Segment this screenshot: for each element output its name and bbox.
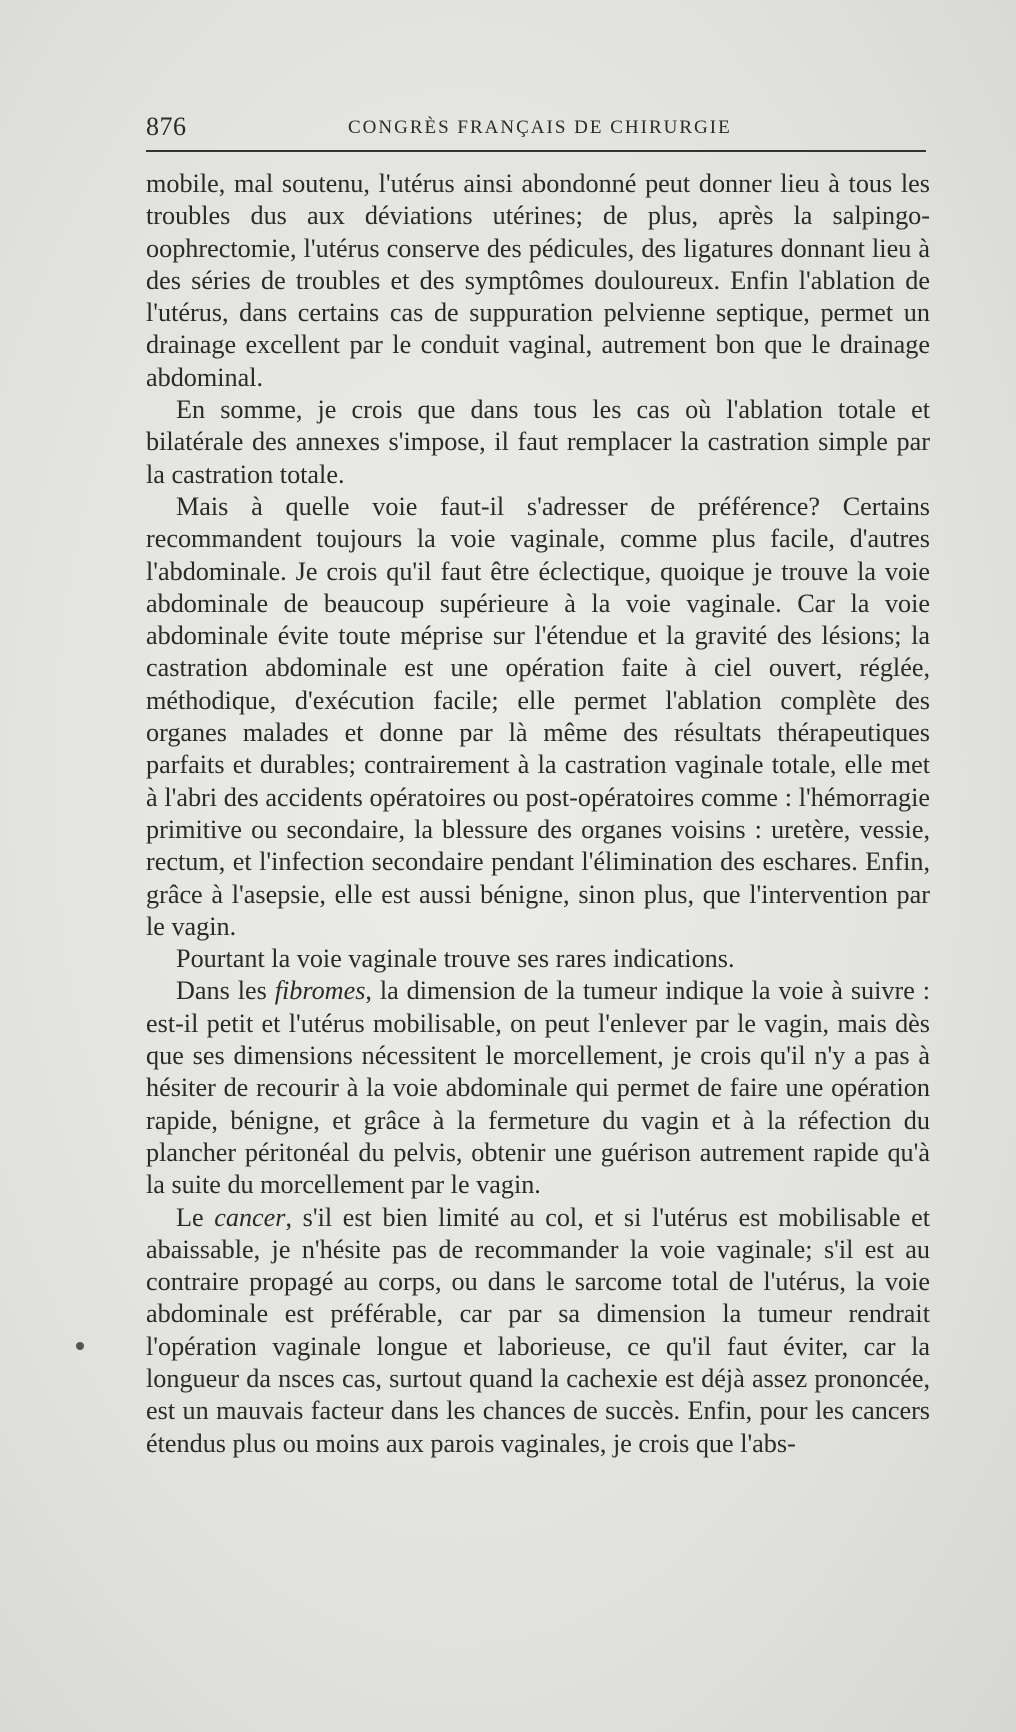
cancer-term: cancer — [214, 1202, 286, 1232]
body-text — [146, 168, 930, 1460]
cancer-lead: Le — [176, 1202, 215, 1232]
paragraph-en-somme: En somme, je crois que dans tous les cas où l'ablation totale et bilatérale des annexes s'impose, il faut remplacer la castration simple par la castration totale. — [146, 395, 930, 489]
paragraph-fibromes — [146, 975, 930, 1201]
paragraph-continuation: mobile, mal soutenu, l'utérus ainsi abondonné peut donner lieu à tous les troubles dus aux déviations utérines; de plus, après la salpingo-oophrectomie, l'utérus conserve des pédicules, des ligatures donnant lieu à des séries de troubles et des symptômes douloureux. Enfin l'ablation de l'utérus, dans certains cas de suppuration pelvienne septique, permet un drainage excellent par le conduit vaginal, autrement bon que le drainage abdominal. — [146, 169, 930, 392]
fibromes-term: fibromes — [274, 976, 366, 1006]
paragraph-pourtant: Pourtant la voie vaginale trouve ses rares indications. — [176, 944, 735, 974]
fibromes-lead: Dans les — [176, 976, 275, 1006]
header-rule — [146, 150, 926, 152]
paragraph-mais-a-quelle-voie: Mais à quelle voie faut-il s'adresser de préférence? Certains recommandent toujours la voie vaginale, comme plus facile, d'autres l'abdominale. Je crois qu'il faut être éclectique, quoique je trouve la voie abdominale de beaucoup supérieure à la voie vaginale. Car la voie abdominale évite toute méprise sur l'étendue et la gravité des lésions; la castration abdominale est une opération faite à ciel ouvert, réglée, méthodique, d'exécution facile; elle permet l'ablation complète des organes malades et donne par là même des résultats thérapeutiques parfaits et durables; contrairement à la castration vaginale totale, elle met à l'abri des accidents opératoires ou post-opératoires comme : l'hémorragie primitive ou secondaire, la blessure des organes voisins : uretère, vessie, rectum, et l'infection secondaire pendant l'élimination des eschares. Enfin, grâce à l'asepsie, elle est aussi bénigne, sinon plus, que l'intervention par le vagin. — [146, 491, 930, 941]
running-title: CONGRÈS FRANÇAIS DE CHIRURGIE — [348, 117, 732, 138]
cancer-text: , s'il est bien limité au col, et si l'utérus est mobilisable et abaissable, je n'hésite pas de recommander la voie vaginale; s'il est au contraire propagé au corps, ou dans le sarcome total de l'utérus, la voie abdominale est préférable, car par sa dimension la tumeur rendrait l'opération vaginale longue et laborieuse, ce qu'il faut éviter, car la longueur da nsces cas, surtout quand la cachexie est déjà assez prononcée, est un mauvais facteur dans les chances de succès. Enfin, pour les cancers étendus plus ou moins aux parois vaginales, je crois que l'abs- — [146, 1202, 931, 1458]
page-number: 876 — [146, 112, 187, 141]
fibromes-text: , la dimension de la tumeur indique la voie à suivre : est-il petit et l'utérus mobilisable, on peut l'enlever par le vagin, mais dès que ses dimensions nécessitent le morcellement, je crois qu'il n'y a pas à hésiter de recourir à la voie abdominale qui permet de faire une opération rapide, bénigne, et grâce à la fermeture du vagin et à la réfection du plancher péritonéal du pelvis, obtenir une guérison autrement rapide qu'à la suite du morcellement par le vagin. — [146, 976, 930, 1200]
paragraph-cancer — [146, 1202, 930, 1460]
page-header — [146, 108, 926, 148]
margin-spot — [76, 1342, 84, 1350]
